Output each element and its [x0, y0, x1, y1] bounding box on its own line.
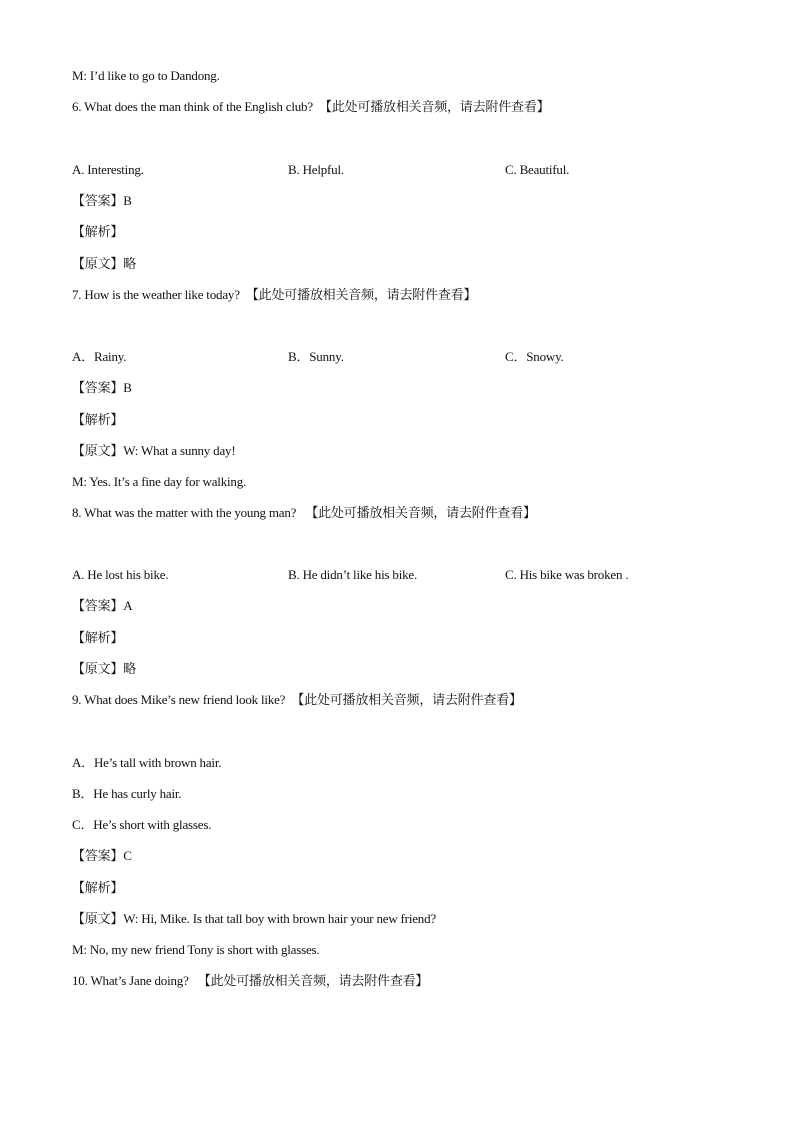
option-c: [72, 817, 211, 833]
analysis-line: [72, 412, 123, 429]
dialogue-line: [72, 474, 246, 490]
original-label: 【原文】: [72, 912, 124, 927]
option-c: [505, 567, 628, 583]
dialogue-text: M: No, my new friend Tony is short with glasses.: [72, 942, 320, 957]
question-text: 10. What’s Jane doing?: [72, 973, 189, 988]
option-text: B. He didn’t like his bike.: [288, 567, 418, 582]
option-text: A．Rainy.: [72, 349, 127, 364]
question-text: 7. How is the weather like today?: [72, 287, 240, 302]
answer-line: [72, 598, 132, 615]
original-text: W: What a sunny day!: [123, 443, 236, 458]
option-a: [72, 162, 144, 178]
original-text: 略: [123, 662, 137, 677]
answer-label: 【答案】: [72, 381, 124, 396]
question-text: 8. What was the matter with the young man?: [72, 505, 297, 520]
original-text: W: Hi, Mike. Is that tall boy with brown hair your new friend?: [123, 911, 436, 926]
option-b: [288, 162, 344, 178]
option-c: [505, 349, 564, 365]
dialogue-text: M: I’d like to go to Dandong.: [72, 68, 220, 83]
answer-label: 【答案】: [72, 194, 124, 209]
option-b: [72, 786, 181, 802]
option-text: B. Helpful.: [288, 162, 344, 177]
option-a: [72, 349, 126, 365]
question-7: [72, 287, 476, 304]
option-b: [288, 567, 417, 583]
answer-line: [72, 380, 132, 397]
dialogue-text: M: Yes. It’s a fine day for walking.: [72, 474, 247, 489]
audio-note: 【此处可播放相关音频，请去附件查看】: [245, 288, 477, 303]
question-6: [72, 99, 549, 116]
analysis-label: 【解析】: [72, 631, 124, 646]
original-line: [72, 911, 436, 928]
analysis-line: [72, 224, 123, 241]
audio-note: 【此处可播放相关音频，请去附件查看】: [291, 693, 522, 708]
original-label: 【原文】: [72, 444, 124, 459]
option-text: C．He’s short with glasses.: [72, 817, 212, 832]
original-text: 略: [123, 257, 137, 272]
analysis-label: 【解析】: [72, 225, 124, 240]
option-text: C．Snowy.: [505, 349, 564, 364]
option-a: [72, 567, 168, 583]
audio-note: 【此处可播放相关音频，请去附件查看】: [197, 974, 429, 989]
analysis-label: 【解析】: [72, 413, 124, 428]
answer-label: 【答案】: [72, 849, 124, 864]
option-text: A．He’s tall with brown hair.: [72, 755, 222, 770]
original-line: [72, 661, 136, 678]
question-text: 9. What does Mike’s new friend look like?: [72, 692, 286, 707]
question-9: [72, 692, 522, 709]
option-text: A. He lost his bike.: [72, 567, 169, 582]
question-text: 6. What does the man think of the English club?: [72, 99, 313, 114]
option-b: [288, 349, 344, 365]
original-line: [72, 443, 235, 460]
audio-note: 【此处可播放相关音频，请去附件查看】: [305, 506, 536, 521]
answer-line: [72, 193, 132, 210]
dialogue-line: [72, 942, 319, 958]
option-text: B．He has curly hair.: [72, 786, 182, 801]
audio-note: 【此处可播放相关音频，请去附件查看】: [319, 100, 550, 115]
answer-label: 【答案】: [72, 599, 124, 614]
original-label: 【原文】: [72, 662, 124, 677]
option-text: C. His bike was broken .: [505, 567, 629, 582]
answer-value: C: [123, 848, 132, 863]
answer-value: B: [123, 193, 132, 208]
answer-line: [72, 848, 132, 865]
question-8: [72, 505, 536, 522]
option-text: C. Beautiful.: [505, 162, 570, 177]
option-text: A. Interesting.: [72, 162, 144, 177]
answer-value: A: [123, 598, 133, 613]
answer-value: B: [123, 380, 132, 395]
question-10: [72, 973, 428, 990]
analysis-line: [72, 630, 123, 647]
analysis-line: [72, 880, 123, 897]
original-line: [72, 256, 136, 273]
analysis-label: 【解析】: [72, 881, 124, 896]
option-a: [72, 755, 221, 771]
original-label: 【原文】: [72, 257, 124, 272]
option-c: [505, 162, 569, 178]
dialogue-line: [72, 68, 220, 84]
option-text: B．Sunny.: [288, 349, 344, 364]
